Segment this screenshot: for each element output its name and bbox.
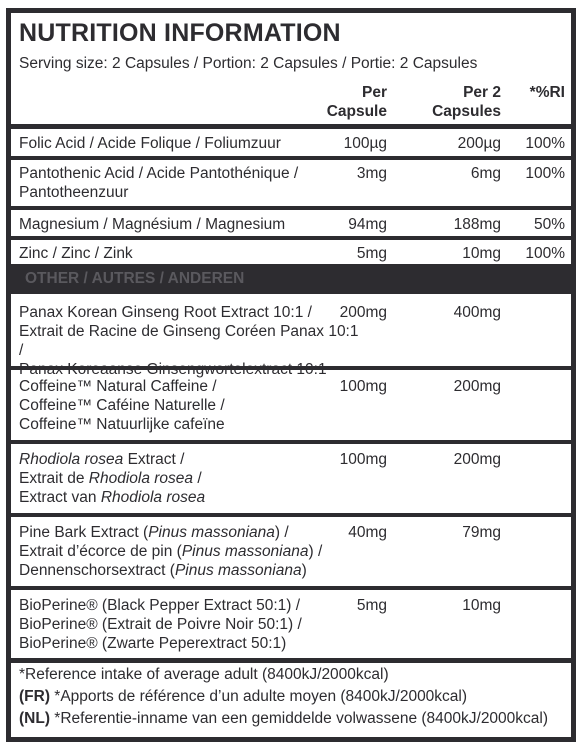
ingredient-name-line: Panax Korean Ginseng Root Extract 10:1 / xyxy=(19,304,312,321)
ri-value: 50% xyxy=(533,216,565,233)
ingredient-name-line: Coffeine™ Natuurlijke cafeïne xyxy=(19,416,225,433)
header-per-capsule-line1: Per xyxy=(362,84,387,101)
species-name: Rhodiola rosea xyxy=(19,451,124,468)
reference-note-nl xyxy=(19,710,548,728)
per-2-capsules-value: 79mg xyxy=(462,524,501,541)
nutrition-panel xyxy=(6,8,576,742)
header-per-2-capsules xyxy=(432,83,501,121)
per-2-capsules-value: 10mg xyxy=(462,245,501,262)
header-ri-label: *%RI xyxy=(529,84,565,101)
ingredient-name-line: BioPerine® (Zwarte Peperextract 50:1) xyxy=(19,635,287,652)
per-capsule-value: 94mg xyxy=(348,216,387,233)
per-capsule-value: 100mg xyxy=(339,451,387,468)
other-section-header xyxy=(11,264,571,294)
ingredient-name-line xyxy=(19,561,359,580)
ingredient-name-line xyxy=(19,488,359,507)
species-name: Pinus massoniana xyxy=(181,543,309,560)
nutrient-name: Magnesium / Magnésium / Magnesium xyxy=(19,216,286,233)
name-text: Extract / xyxy=(123,451,185,468)
per-2-capsules-value: 400mg xyxy=(453,304,501,321)
name-text: Extrait d’écorce de pin ( xyxy=(19,543,182,560)
footer-divider xyxy=(11,658,571,663)
panel-title: NUTRITION INFORMATION xyxy=(19,19,341,47)
ingredient-name-line: Coffeine™ Natural Caffeine / xyxy=(19,378,217,395)
species-name: Pinus massoniana xyxy=(148,524,275,541)
language-tag-fr: (FR) xyxy=(19,688,50,705)
header-per-capsule xyxy=(327,83,387,121)
species-name: Rhodiola rosea xyxy=(88,470,194,487)
language-tag-nl: (NL) xyxy=(19,710,50,727)
name-text: Dennenschorsextract ( xyxy=(19,562,175,579)
per-2-capsules-value: 10mg xyxy=(462,597,501,614)
species-name: Pinus massoniana xyxy=(174,562,302,579)
ri-value: 100% xyxy=(525,135,565,152)
header-per-2-line2: Capsules xyxy=(432,103,501,120)
species-name: Rhodiola rosea xyxy=(100,489,206,506)
per-2-capsules-value: 200mg xyxy=(453,451,501,468)
ingredient-name-line: BioPerine® (Black Pepper Extract 50:1) / xyxy=(19,597,301,614)
nutrient-name-line: Pantothenic Acid / Acide Pantothénique / xyxy=(19,165,299,182)
name-text: ) / xyxy=(274,524,289,541)
row-divider xyxy=(11,513,571,517)
name-text: Extrait de xyxy=(19,470,89,487)
per-2-capsules-value: 188mg xyxy=(453,216,501,233)
row-divider xyxy=(11,156,571,160)
ingredient-name xyxy=(19,377,359,434)
row-divider xyxy=(11,586,571,590)
ingredient-name-line xyxy=(19,523,359,542)
header-per-2-line1: Per 2 xyxy=(463,84,501,101)
name-text: ) / xyxy=(308,543,323,560)
per-capsule-value: 40mg xyxy=(348,524,387,541)
nutrient-name xyxy=(19,164,359,202)
row-divider xyxy=(11,440,571,444)
reference-note-fr xyxy=(19,688,467,706)
ingredient-name-line xyxy=(19,469,359,488)
nutrient-name: Folic Acid / Acide Folique / Foliumzuur xyxy=(19,135,281,152)
per-capsule-value: 100mg xyxy=(339,378,387,395)
ingredient-name-line: Extrait de Racine de Ginseng Coréen Panax 10:1 / xyxy=(19,323,359,359)
serving-size: Serving size: 2 Capsules / Portion: 2 Capsules / Portie: 2 Capsules xyxy=(19,55,478,72)
ingredient-name xyxy=(19,596,359,653)
name-text: Extract van xyxy=(19,489,101,506)
ingredient-name-line: Coffeine™ Caféine Naturelle / xyxy=(19,397,225,414)
per-2-capsules-value: 200µg xyxy=(457,135,501,152)
header-ri xyxy=(530,83,565,102)
name-text: / xyxy=(193,470,202,487)
nutrient-name: Zinc / Zinc / Zink xyxy=(19,245,133,262)
per-capsule-value: 100µg xyxy=(343,135,387,152)
ri-value: 100% xyxy=(525,165,565,182)
row-divider xyxy=(11,366,571,370)
per-capsule-value: 200mg xyxy=(339,304,387,321)
per-2-capsules-value: 6mg xyxy=(470,165,501,182)
ingredient-name-line: BioPerine® (Extrait de Poivre Noir 50:1) / xyxy=(19,616,302,633)
ingredient-name-line xyxy=(19,450,359,469)
name-text: Pine Bark Extract ( xyxy=(19,524,149,541)
ingredient-name xyxy=(19,450,359,507)
name-text: ) xyxy=(301,562,307,579)
ri-value: 100% xyxy=(525,245,565,262)
per-capsule-value: 5mg xyxy=(356,245,387,262)
other-section-label: OTHER / AUTRES / ANDEREN xyxy=(25,270,245,287)
reference-note-nl-text: *Referentie-inname van een gemiddelde volwassene (8400kJ/2000kcal) xyxy=(50,710,549,727)
reference-note-en: *Reference intake of average adult (8400kJ/2000kcal) xyxy=(19,666,389,683)
reference-note-fr-text: *Apports de référence d’un adulte moyen (8400kJ/2000kcal) xyxy=(50,688,468,705)
row-divider xyxy=(11,206,571,210)
header-per-capsule-line2: Capsule xyxy=(326,103,387,120)
row-divider xyxy=(11,236,571,240)
nutrient-name-line: Pantotheenzuur xyxy=(19,184,129,201)
per-2-capsules-value: 200mg xyxy=(453,378,501,395)
header-divider xyxy=(11,124,571,129)
ingredient-name xyxy=(19,523,359,580)
per-capsule-value: 3mg xyxy=(356,165,387,182)
ingredient-name-line xyxy=(19,542,359,561)
per-capsule-value: 5mg xyxy=(356,597,387,614)
